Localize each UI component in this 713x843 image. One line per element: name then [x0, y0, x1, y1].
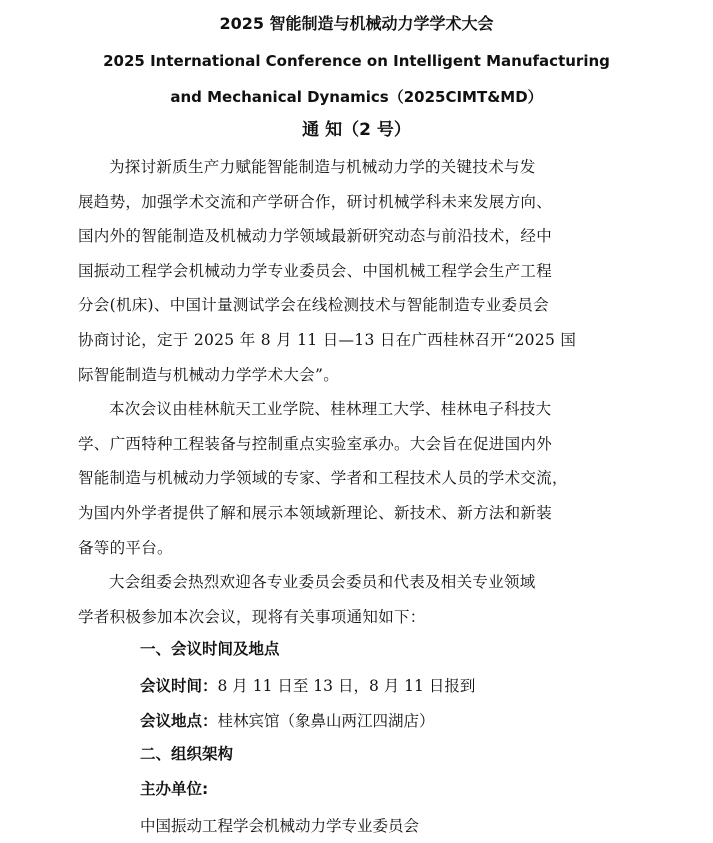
paragraph-line: 学、广西特种工程装备与控制重点实验室承办。大会旨在促进国内外	[78, 434, 553, 453]
paragraph-line: 为国内外学者提供了解和展示本领域新理论、新技术、新方法和新装	[78, 503, 553, 522]
paragraph-hosts	[78, 392, 618, 565]
organizer-label: 主办单位:	[140, 780, 209, 798]
conference-title-en-line1: 2025 International Conference on Intelligent Manufacturing	[103, 52, 610, 70]
paragraph-line: 国振动工程学会机械动力学专业委员会、中国机械工程学会生产工程	[78, 261, 553, 280]
paragraph-line: 协商讨论，定于 2025 年 8 月 11 日—13 日在广西桂林召开“2025 国	[78, 330, 577, 349]
notice-body	[78, 150, 618, 634]
paragraph-line: 际智能制造与机械动力学学术大会”。	[78, 365, 340, 384]
paragraph-line: 国内外的智能制造及机械动力学领域最新研究动态与前沿技术，经中	[78, 227, 553, 246]
paragraph-intro	[78, 150, 618, 392]
meeting-time-value: 8 月 11 日至 13 日，8 月 11 日报到	[217, 677, 476, 695]
paragraph-line: 为探讨新质生产力赋能智能制造与机械动力学的关键技术与发	[109, 158, 536, 176]
paragraph-line: 智能制造与机械动力学领域的专家、学者和工程技术人员的学术交流，	[78, 469, 568, 488]
conference-title-en-line2: and Mechanical Dynamics（2025CIMT&MD）	[170, 88, 543, 106]
paragraph-line: 分会(机床)、中国计量测试学会在线检测技术与智能制造专业委员会	[78, 296, 549, 315]
notice-number: 通 知（2 号）	[302, 120, 411, 140]
conference-title-cn: 2025 智能制造与机械动力学学术大会	[219, 14, 494, 33]
organizer-item: 中国振动工程学会机械动力学专业委员会	[140, 817, 420, 835]
paragraph-line: 备等的平台。	[78, 538, 173, 557]
paragraph-line: 展趋势，加强学术交流和产学研合作，研讨机械学科未来发展方向、	[78, 192, 553, 211]
paragraph-line: 大会组委会热烈欢迎各专业委员会委员和代表及相关专业领域	[109, 573, 536, 592]
section-heading-organization: 二、组织架构	[140, 745, 234, 763]
meeting-place-value: 桂林宾馆（象鼻山两江四湖店）	[217, 712, 435, 730]
meeting-time	[140, 675, 475, 697]
section-heading-time-place: 一、会议时间及地点	[140, 640, 280, 658]
paragraph-welcome	[78, 565, 618, 634]
meeting-place-label: 会议地点：	[140, 712, 218, 730]
meeting-place	[140, 710, 435, 732]
paragraph-line: 本次会议由桂林航天工业学院、桂林理工大学、桂林电子科技大	[109, 400, 552, 419]
meeting-time-label: 会议时间：	[140, 677, 218, 695]
paragraph-line: 学者积极参加本次会议，现将有关事项通知如下：	[78, 607, 426, 626]
